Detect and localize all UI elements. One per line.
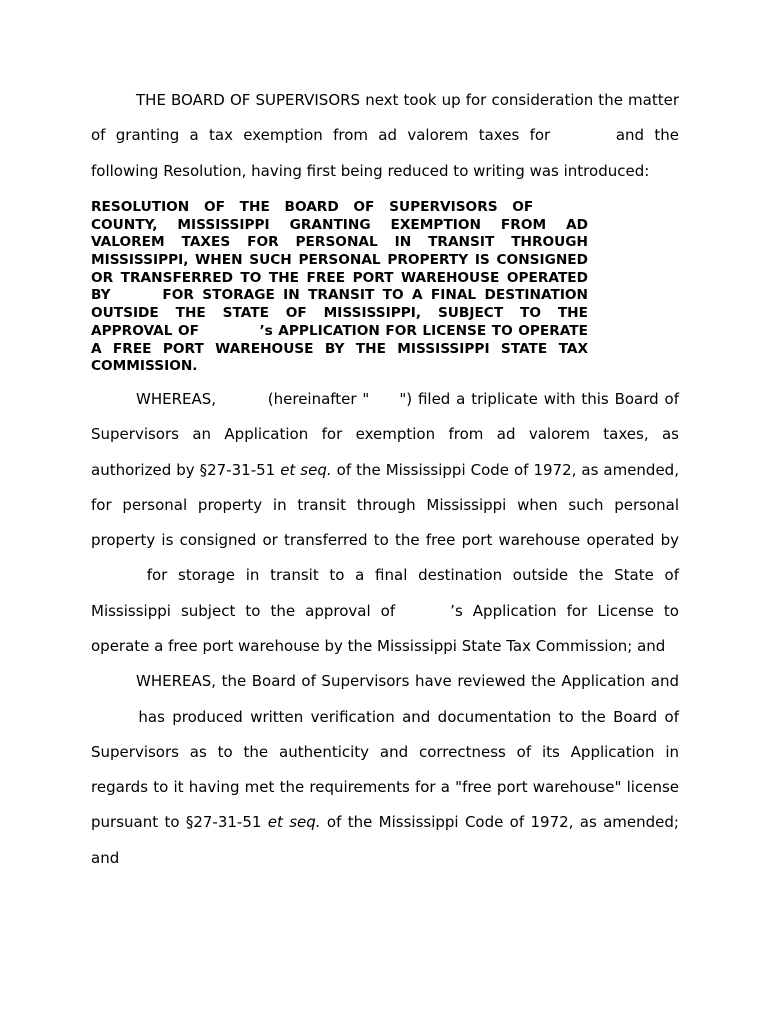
whereas-1-closing: ’s Application for License to operate a free port warehouse by the Mississippi State Tax Commission; and xyxy=(91,601,679,655)
resolution-title xyxy=(91,199,588,376)
whereas-2-lead: WHEREAS, the Board of Supervisors have reviewed the Application and xyxy=(136,672,679,691)
resolution-title-part-3: FOR STORAGE IN TRANSIT TO A FINAL DESTINATION OUTSIDE THE STATE OF MISSISSIPPI, SUBJECT TO THE APPROVAL OF xyxy=(91,287,589,339)
whereas-paragraph-2 xyxy=(91,664,679,876)
whereas-1-body: ") filed a triplicate with this Board of Supervisors an Application for exemption from ad valorem taxes, as authorized by §27-31-51 xyxy=(91,389,679,479)
document-page xyxy=(91,83,679,876)
resolution-title-part-4: ’s APPLICATION FOR LICENSE TO OPERATE A FREE PORT WAREHOUSE BY THE MISSISSIPPI STATE TAX COMMISSION. xyxy=(91,322,588,375)
whereas-1-hereinafter: (hereinafter " xyxy=(267,389,370,408)
whereas-2-body: has produced written verification and documentation to the Board of Supervisors as to the authenticity and correctness of its Application in regards to it having met the requirements for a "free port warehouse" license pursuant to §27-31-51 xyxy=(91,707,679,832)
et-seq-citation: et seq. xyxy=(280,460,332,479)
whereas-2-closing: of the Mississippi Code of 1972, as amended; and xyxy=(91,813,679,867)
intro-text: THE BOARD OF SUPERVISORS next took up for consideration the matter of granting a tax exemption from ad valorem taxes for xyxy=(91,91,679,145)
et-seq-citation-2: et seq. xyxy=(267,813,321,832)
whereas-1-lead: WHEREAS, xyxy=(136,389,217,408)
intro-text-continued: and the following Resolution, having first being reduced to writing was introduced: xyxy=(91,126,679,180)
intro-paragraph xyxy=(91,83,679,189)
whereas-1-storage: for storage in transit to a final destination outside the State of Mississippi subject to the approval of xyxy=(91,566,679,620)
resolution-title-part-1: RESOLUTION OF THE BOARD OF SUPERVISORS OF xyxy=(91,198,534,215)
whereas-paragraph-1 xyxy=(91,382,679,664)
resolution-title-part-2: COUNTY, MISSISSIPPI GRANTING EXEMPTION FROM AD VALOREM TAXES FOR PERSONAL IN TRANSIT THROUGH MISSISSIPPI, WHEN SUCH PERSONAL PROPERTY IS CONSIGNED OR TRANSFERRED TO THE FREE PORT WAREHOUSE OPERATED BY xyxy=(91,216,588,304)
whereas-1-body-continued: of the Mississippi Code of 1972, as amended, for personal property in transit through Mississippi when such personal property is consigned or transferred to the free port warehouse operated by xyxy=(91,460,679,550)
